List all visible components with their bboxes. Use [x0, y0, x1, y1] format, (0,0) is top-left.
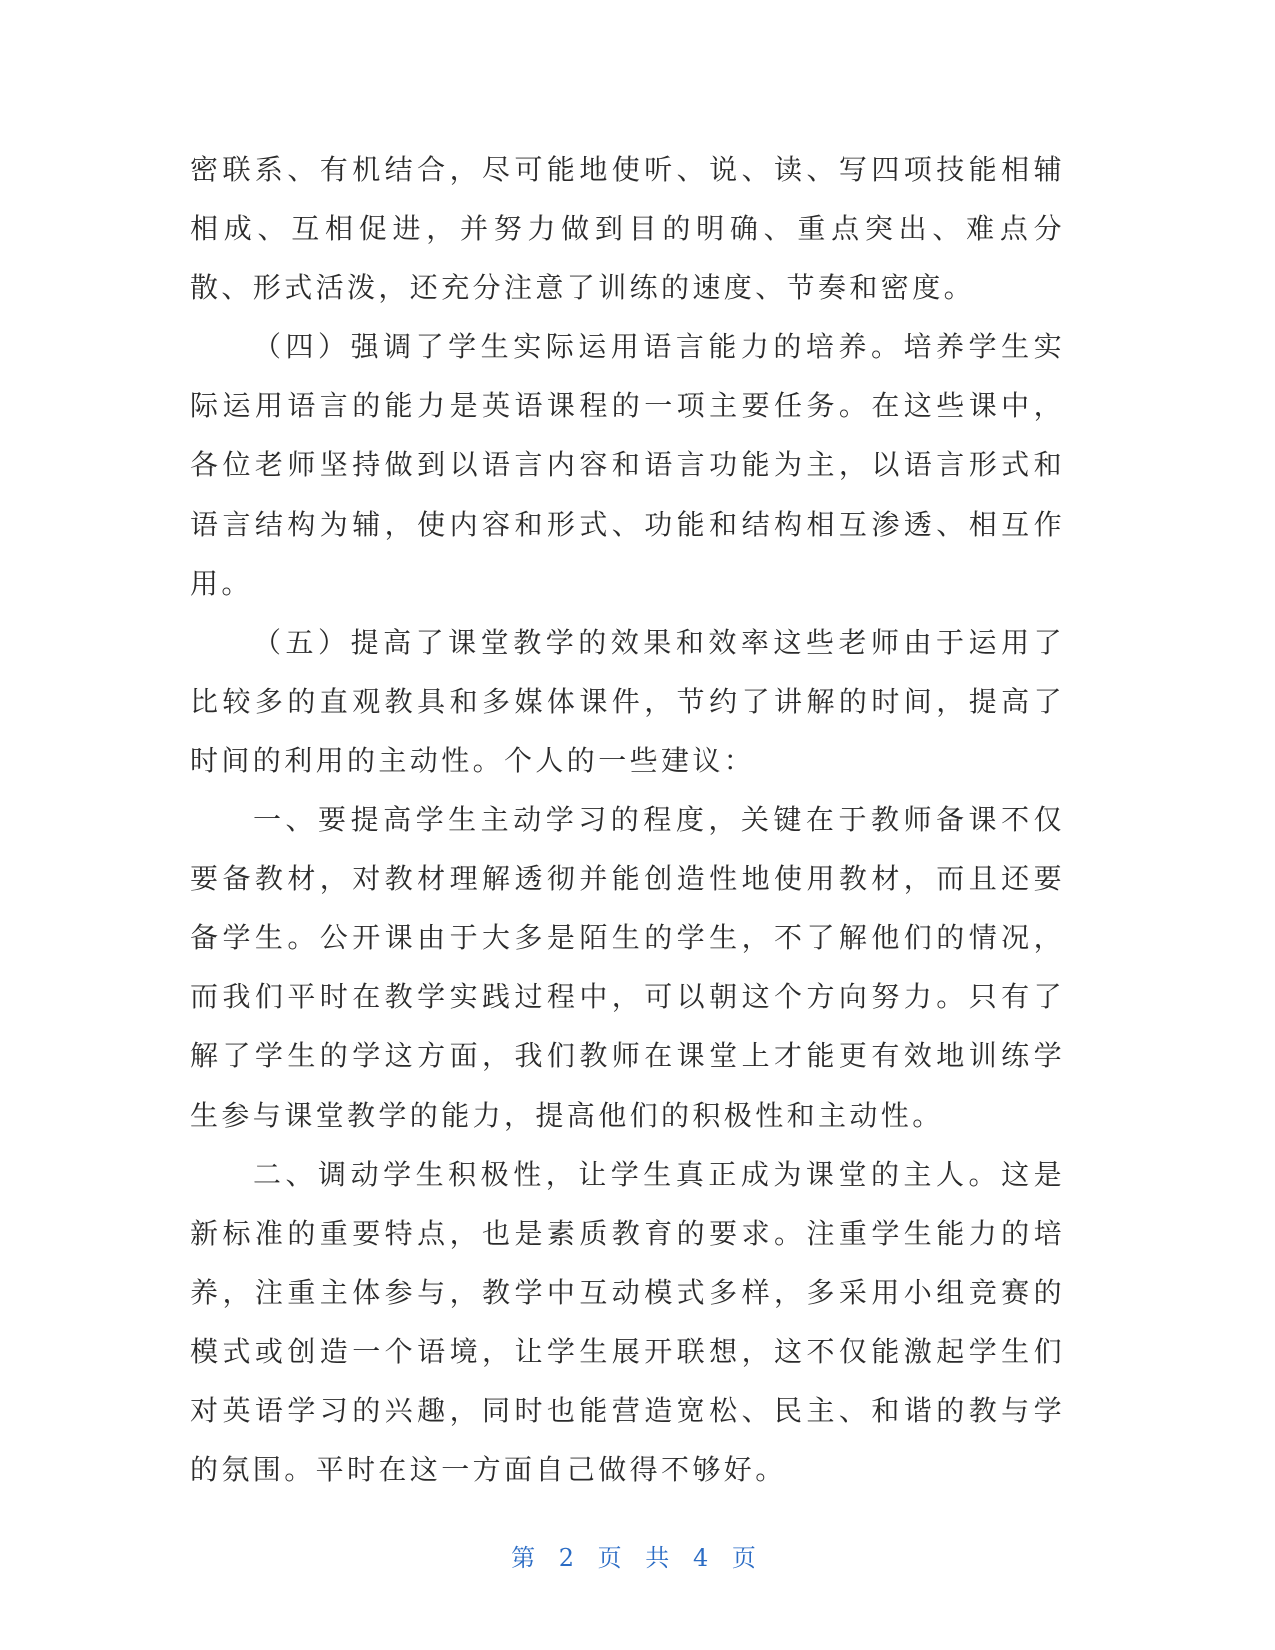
footer-current-page: 2	[558, 1544, 583, 1572]
paragraph-5: 二、调动学生积极性，让学生真正成为课堂的主人。这是新标准的重要特点，也是素质教育的要求。注重学生能力的培养，注重主体参与，教学中互动模式多样，多采用小组竞赛的模式或创造一个语境，让学生展开联想，这不仅能激起学生们对英语学习的兴趣，同时也能营造宽松、民主、和谐的教与学的氛围。平时在这一方面自己做得不够好。	[190, 1157, 1065, 1487]
paragraph-1: 密联系、有机结合，尽可能地使听、说、读、写四项技能相辅相成、互相促进，并努力做到目的明确、重点突出、难点分散、形式活泼，还充分注意了训练的速度、节奏和密度。	[190, 153, 1065, 305]
footer-middle: 页 共	[597, 1544, 678, 1572]
footer-prefix: 第	[511, 1544, 544, 1572]
document-body	[190, 140, 1065, 1499]
paragraph-4: 一、要提高学生主动学习的程度，关键在于教师备课不仅要备教材，对教材理解透彻并能创造性地使用教材，而且还要备学生。公开课由于大多是陌生的学生，不了解他们的情况，而我们平时在教学实践过程中，可以朝这个方向努力。只有了解了学生的学这方面，我们教师在课堂上才能更有效地训练学生参与课堂教学的能力，提高他们的积极性和主动性。	[190, 803, 1065, 1132]
footer-total-pages: 4	[692, 1544, 717, 1572]
footer-suffix: 页	[731, 1544, 764, 1572]
page-number-footer	[0, 1538, 1275, 1573]
paragraph-3: （五）提高了课堂教学的效果和效率这些老师由于运用了比较多的直观教具和多媒体课件，节约了讲解的时间，提高了时间的利用的主动性。个人的一些建议：	[190, 625, 1065, 777]
paragraph-2: （四）强调了学生实际运用语言能力的培养。培养学生实际运用语言的能力是英语课程的一项主要任务。在这些课中，各位老师坚持做到以语言内容和语言功能为主，以语言形式和语言结构为辅，使内容和形式、功能和结构相互渗透、相互作用。	[190, 330, 1065, 600]
